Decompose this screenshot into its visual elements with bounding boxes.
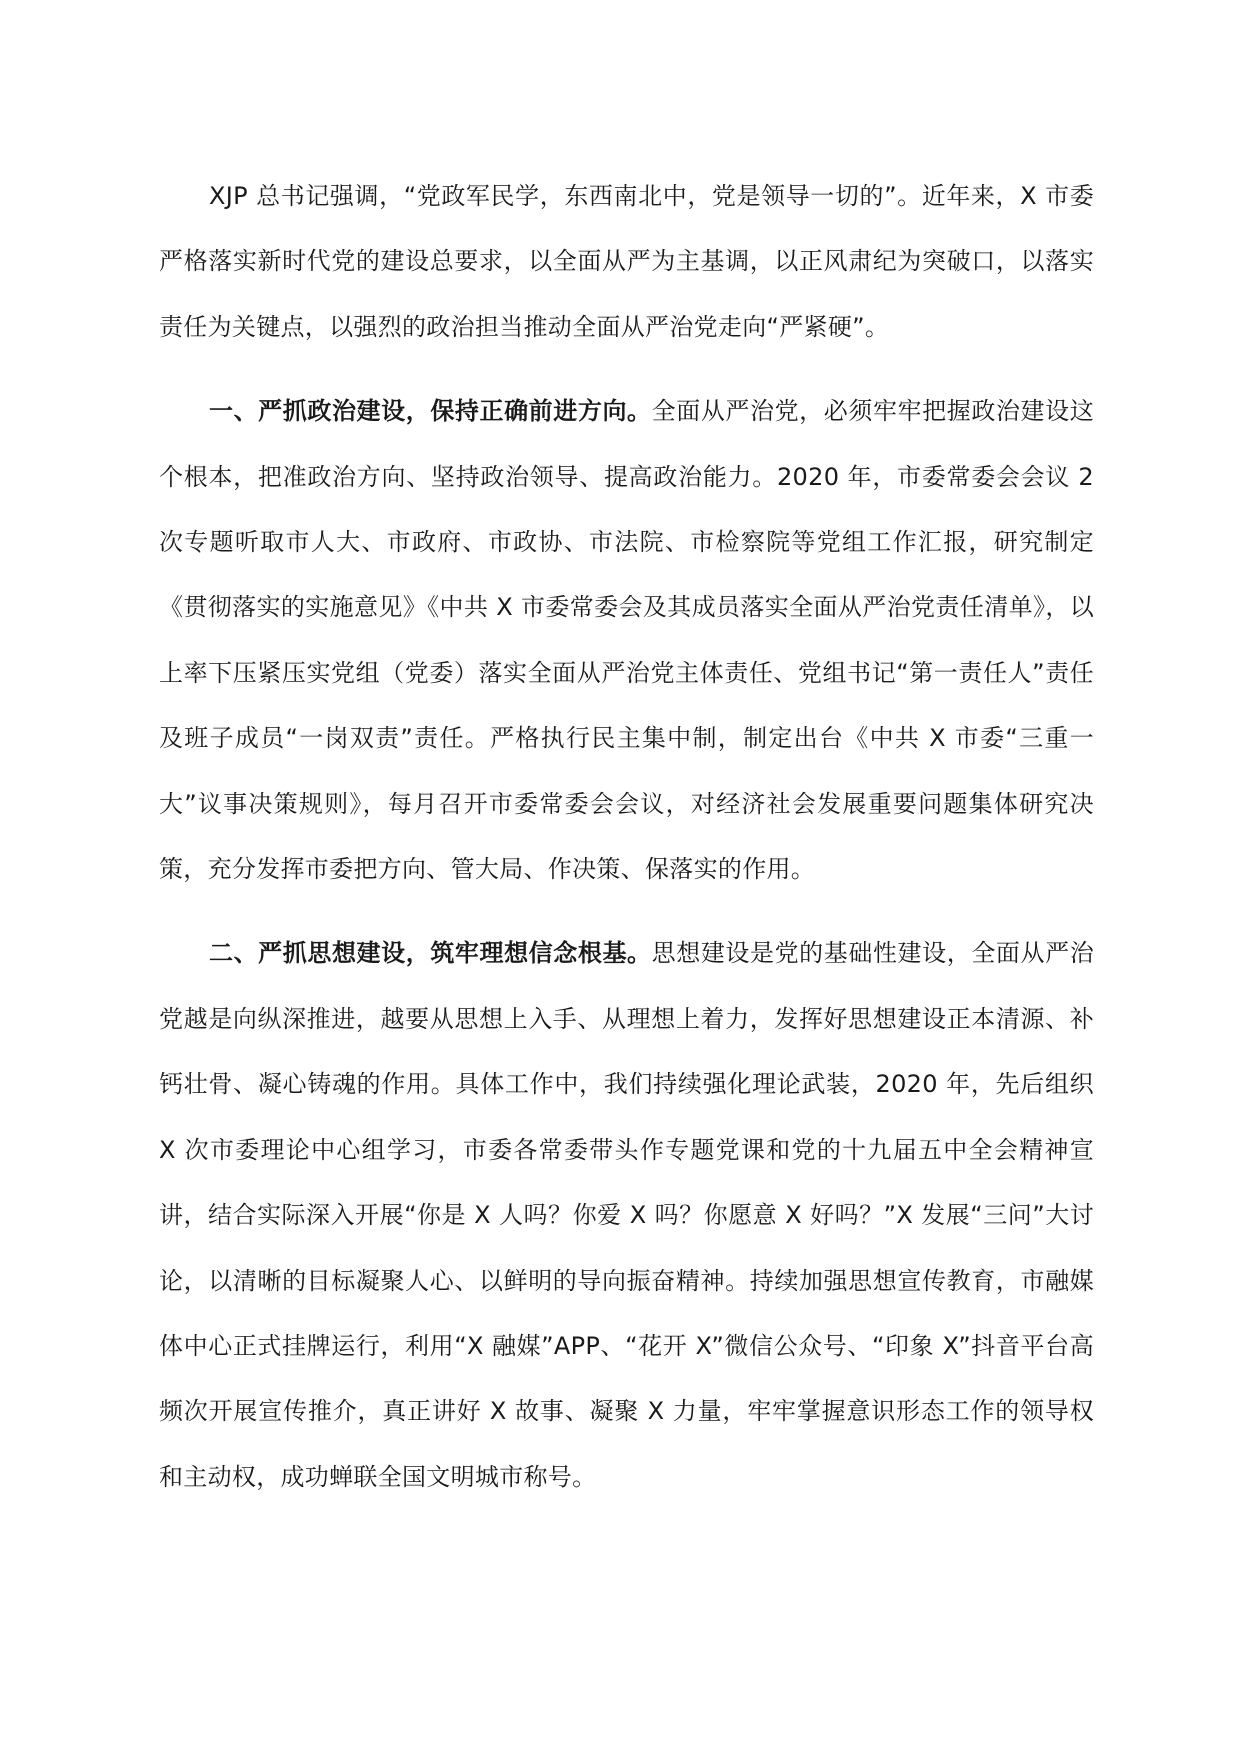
section-one-heading: 一、严抓政治建设，保持正确前进方向。 [209, 397, 652, 426]
paragraph-text: XJP 总书记强调，“党政军民学，东西南北中，党是领导一切的”。近年来，X 市委严格落实新时代党的建设总要求，以全面从严为主基调，以正风肃纪为突破口，以落实责任为关键点，以强烈的政治担当推动全面从严治党走向“严紧硬”。 [159, 182, 1094, 341]
section-two-text: 思想建设是党的基础性建设，全面从严治党越是向纵深推进，越要从思想上入手、从理想上着力，发挥好思想建设正本清源、补钙壮骨、凝心铸魂的作用。具体工作中，我们持续强化理论武装，2020 年，先后组织 X 次市委理论中心组学习，市委各常委带头作专题党课和党的十九届五中全会精神宣讲，结合实际深入开展“你是 X 人吗？你爱 X 吗？你愿意 X 好吗？”X 发展“三问”大讨论，以清晰的目标凝聚人心、以鲜明的导向振奋精神。持续加强思想宣传教育，市融媒体中心正式挂牌运行，利用“X 融媒”APP、“花开 X”微信公众号、“印象 X”抖音平台高频次开展宣传推介，真正讲好 X 故事、凝聚 X 力量，牢牢掌握意识形态工作的领导权和主动权，成功蝉联全国文明城市称号。 [159, 939, 1094, 1491]
section-one-paragraph [159, 379, 1094, 902]
section-two-paragraph [159, 921, 1094, 1510]
section-two-heading: 二、严抓思想建设，筑牢理想信念根基。 [209, 939, 652, 968]
document-body [159, 164, 1094, 1510]
intro-paragraph [159, 164, 1094, 360]
section-one-text: 全面从严治党，必须牢牢把握政治建设这个根本，把准政治方向、坚持政治领导、提高政治能力。2020 年，市委常委会会议 2 次专题听取市人大、市政府、市政协、市法院、市检察院等党组工作汇报，研究制定《贯彻落实的实施意见》《中共 X 市委常委会及其成员落实全面从严治党责任清单》，以上率下压紧压实党组（党委）落实全面从严治党主体责任、党组书记“第一责任人”责任及班子成员“一岗双责”责任。严格执行民主集中制，制定出台《中共 X 市委“三重一大”议事决策规则》，每月召开市委常委会会议，对经济社会发展重要问题集体研究决策，充分发挥市委把方向、管大局、作决策、保落实的作用。 [159, 397, 1094, 884]
